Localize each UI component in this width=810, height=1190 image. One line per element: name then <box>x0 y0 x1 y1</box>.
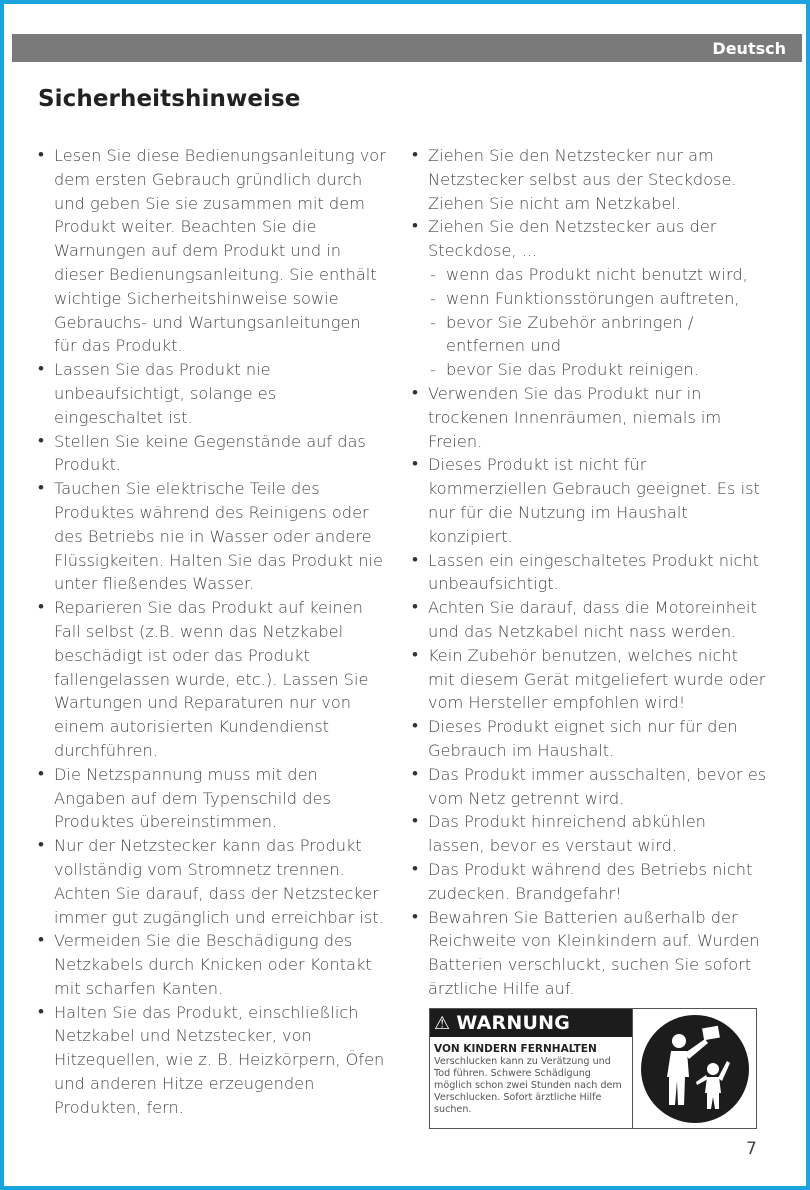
list-item: • Achten Sie darauf, dass die Motoreinheit und das Netzkabel nicht nass werden. <box>412 596 767 644</box>
right-column-list <box>412 144 767 1001</box>
sub-list-item: - wenn das Produkt nicht benutzt wird, <box>428 263 767 287</box>
keep-away-from-children-icon <box>639 1013 751 1125</box>
list-item: • Lassen ein eingeschaltetes Produkt nicht unbeaufsichtigt. <box>412 549 767 597</box>
list-item: • Dieses Produkt eignet sich nur für den Gebrauch im Haushalt. <box>412 715 767 763</box>
list-item-text: Ziehen Sie den Netzstecker aus der Steckdose, ... <box>428 217 717 261</box>
list-item: • Das Produkt immer ausschalten, bevor es vom Netz getrennt wird. <box>412 763 767 811</box>
language-label: Deutsch <box>712 39 786 58</box>
left-column-list <box>38 144 388 1120</box>
sub-list-item: - bevor Sie das Produkt reinigen. <box>428 358 767 382</box>
list-item: • Stellen Sie keine Gegenstände auf das Produkt. <box>38 430 388 478</box>
sub-list-item: - bevor Sie Zubehör anbringen / entfernen und <box>428 311 767 359</box>
list-item: • Das Produkt während des Betriebs nicht zudecken. Brandgefahr! <box>412 858 767 906</box>
warning-header <box>430 1009 632 1037</box>
sub-list-item: - wenn Funktionsstörungen auftreten, <box>428 287 767 311</box>
warning-text-panel <box>430 1009 633 1128</box>
sub-list <box>428 263 767 382</box>
warning-heading: WARNUNG <box>456 1012 571 1034</box>
page-number: 7 <box>746 1139 757 1159</box>
list-item: • Kein Zubehör benutzen, welches nicht mit diesem Gerät mitgeliefert wurde oder vom Hersteller empfohlen wird! <box>412 644 767 715</box>
list-item: • Reparieren Sie das Produkt auf keinen Fall selbst (z.B. wenn das Netzkabel beschädigt ist oder das Produkt fallengelassen wurde, etc.). Lassen Sie Wartungen und Reparaturen nur von einem autorisierten Kundendienst durchführen. <box>38 596 388 763</box>
list-item: • Das Produkt hinreichend abkühlen lassen, bevor es verstaut wird. <box>412 810 767 858</box>
list-item: • Ziehen Sie den Netzstecker nur am Netzstecker selbst aus der Steckdose. Ziehen Sie nicht am Netzkabel. <box>412 144 767 215</box>
warning-body: Verschlucken kann zu Verätzung und Tod führen. Schwere Schädigung möglich schon zwei Stunden nach dem Verschlucken. Sofort ärztliche Hilfe suchen. <box>434 1056 622 1115</box>
warning-pictogram-panel <box>633 1009 756 1128</box>
list-item: • Dieses Produkt ist nicht für kommerziellen Gebrauch geeignet. Es ist nur für die Nutzung im Haushalt konzipiert. <box>412 453 767 548</box>
list-item: • Tauchen Sie elektrische Teile des Produktes während des Reinigens oder des Betriebs nie in Wasser oder andere Flüssigkeiten. Halten Sie das Produkt nie unter fließendes Wasser. <box>38 477 388 596</box>
list-item: • Bewahren Sie Batterien außerhalb der Reichweite von Kleinkindern auf. Wurden Batterien verschluckt, suchen Sie sofort ärztliche Hilfe auf. <box>412 906 767 1001</box>
list-item: • Nur der Netzstecker kann das Produkt vollständig vom Stromnetz trennen. Achten Sie darauf, dass der Netzstecker immer gut zugänglich und erreichbar ist. <box>38 834 388 929</box>
page-title: Sicherheitshinweise <box>38 86 301 112</box>
list-item: • Lassen Sie das Produkt nie unbeaufsichtigt, solange es eingeschaltet ist. <box>38 358 388 429</box>
list-item: • Halten Sie das Produkt, einschließlich Netzkabel und Netzstecker, von Hitzequellen, wie z. B. Heizkörpern, Öfen und anderen Hitze erzeugenden Produkten, fern. <box>38 1001 388 1120</box>
warning-subheading: VON KINDERN FERNHALTEN <box>434 1043 597 1055</box>
list-item: • Vermeiden Sie die Beschädigung des Netzkabels durch Knicken oder Kontakt mit scharfen Kanten. <box>38 929 388 1000</box>
warning-label <box>429 1008 757 1129</box>
language-bar <box>12 34 802 62</box>
list-item: • Verwenden Sie das Produkt nur in trockenen Innenräumen, niemals im Freien. <box>412 382 767 453</box>
list-item-with-subitems <box>412 215 767 382</box>
list-item: • Lesen Sie diese Bedienungsanleitung vor dem ersten Gebrauch gründlich durch und geben Sie sie zusammen mit dem Produkt weiter. Beachten Sie die Warnungen auf dem Produkt und in dieser Bedienungsanleitung. Sie enthält wichtige Sicherheitshinweise sowie Gebrauchs- und Wartungsanleitungen für das Produkt. <box>38 144 388 358</box>
list-item: • Die Netzspannung muss mit den Angaben auf dem Typenschild des Produktes übereinstimmen. <box>38 763 388 834</box>
warning-triangle-icon: ⚠ <box>434 1012 451 1034</box>
